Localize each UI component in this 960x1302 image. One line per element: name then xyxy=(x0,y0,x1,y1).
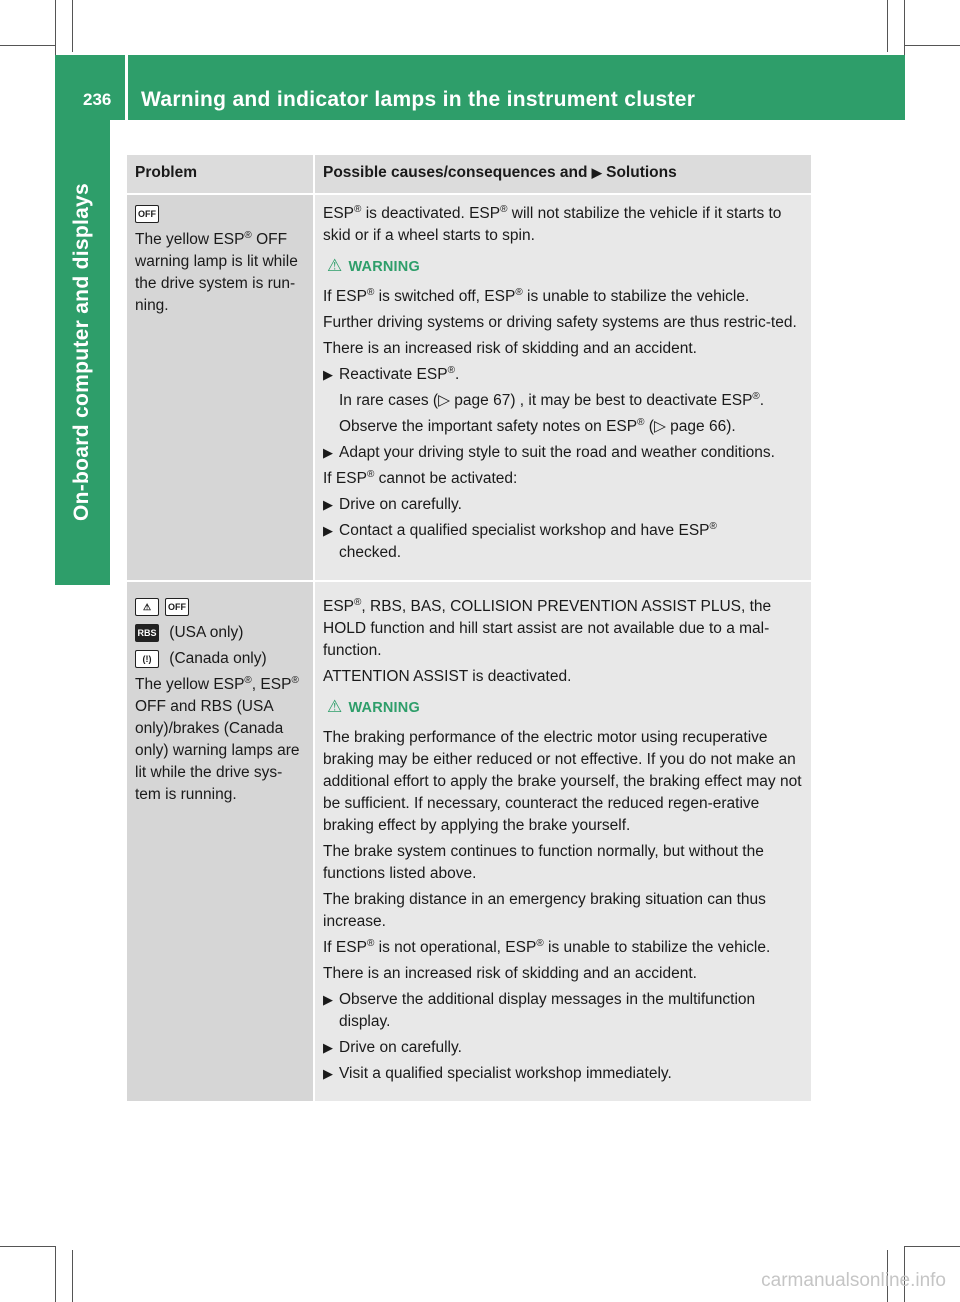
page-link[interactable]: page 66). xyxy=(665,418,736,435)
solution-cell: ESP® is deactivated. ESP® will not stabilize the vehicle if it starts to skid or if a wheel starts to spin. ⚠ WARNING If ESP® is switched off, ESP® is unable to stabilize the vehicle. Further driving systems or driving safety systems are thus restric-ted. There is an increased risk of skidding and an accident. ▶ Reactivate ESP®. In rare cases (▷ page 67) , it may be best to deactivate ESP®. Observe the important safety notes on ESP® (▷ page 66). ▶ Adapt your driving style to suit the road and weather conditions. If ESP® cannot be activated: ▶ Drive on carefully. ▶ Contact a qualified specialist workshop and have ESP® checked. xyxy=(314,194,811,581)
step-arrow-icon: ▶ xyxy=(323,367,333,382)
crop-mark xyxy=(887,0,888,52)
step-item: ▶ Reactivate ESP®. xyxy=(323,364,803,386)
column-header-solutions: Possible causes/consequences and ▶ Solutions xyxy=(314,155,811,194)
problem-text: The yellow ESP® OFF warning lamp is lit while the drive system is run-ning. xyxy=(135,229,298,314)
step-item: ▶ Adapt your driving style to suit the road and weather conditions. xyxy=(323,442,803,464)
crop-mark xyxy=(55,1246,56,1302)
step-arrow-icon: ▶ xyxy=(323,445,333,460)
crop-mark xyxy=(0,1246,56,1247)
brake-icon: (!) xyxy=(135,650,159,668)
page-ref-icon: ▷ xyxy=(438,392,450,409)
crop-mark xyxy=(72,0,73,52)
column-header-problem: Problem xyxy=(127,155,314,194)
crop-mark xyxy=(72,1250,73,1302)
crop-mark xyxy=(0,45,56,46)
step-arrow-icon: ▶ xyxy=(323,497,333,512)
warning-heading: ⚠ WARNING xyxy=(327,697,420,716)
esp-icon: ⚠ xyxy=(135,598,159,616)
step-item: ▶ Drive on carefully. xyxy=(323,494,803,516)
page-ref-icon: ▷ xyxy=(653,418,666,435)
crop-mark xyxy=(904,1246,960,1247)
solution-cell: ESP®, RBS, BAS, COLLISION PREVENTION ASSIST PLUS, the HOLD function and hill start assist are not available due to a mal-function. ATTENTION ASSIST is deactivated. ⚠ WARNING The braking performance of the electric motor using recuperative braking may be either reduced or not effective. If you do not make an additional effort to apply the brake yourself, the braking effect may not be sufficient. If necessary, counteract the reduced regen-erative braking effect by applying the brake yourself. The brake system continues to function normally, but without the functions listed above. The braking distance in an emergency braking situation can thus increase. If ESP® is not operational, ESP® is unable to stabilize the vehicle. There is an increased risk of skidding and an accident. ▶ Observe the additional display messages in the multifunction display. ▶ Drive on carefully. ▶ Visit a qualified specialist workshop immediately. xyxy=(314,581,811,1101)
page-title: Warning and indicator lamps in the instrument cluster xyxy=(141,88,696,111)
crop-mark xyxy=(55,0,56,56)
crop-mark xyxy=(904,0,905,56)
table-header-row xyxy=(127,155,811,194)
problem-cell xyxy=(127,194,314,581)
esp-off-icon: OFF xyxy=(135,205,159,223)
page-link[interactable]: page 67) , it may be best to deactivate ESP xyxy=(449,392,753,409)
table-row xyxy=(127,581,811,1101)
step-arrow-icon: ▶ xyxy=(323,1040,333,1055)
side-tab-label: On-board computer and displays xyxy=(70,182,93,522)
watermark: carmanualsonline.info xyxy=(761,1270,946,1291)
warning-triangle-icon: ⚠ xyxy=(327,697,343,716)
crop-mark xyxy=(904,45,960,46)
step-arrow-icon: ▶ xyxy=(323,523,333,538)
page-number: 236 xyxy=(83,90,112,109)
esp-off-icon: OFF xyxy=(165,598,189,616)
step-arrow-icon: ▶ xyxy=(323,1066,333,1081)
step-item: ▶ Visit a qualified specialist workshop immediately. xyxy=(323,1063,803,1085)
warning-triangle-icon: ⚠ xyxy=(327,256,343,275)
step-item: ▶ Contact a qualified specialist workshop and have ESP® checked. xyxy=(323,520,717,561)
header-divider xyxy=(125,55,128,120)
lamps-table xyxy=(127,155,811,1101)
problem-text: The yellow ESP®, ESP® OFF and RBS (USA only)/brakes (Canada only) warning lamps are lit while the drive sys-tem is running. xyxy=(135,674,300,803)
rbs-icon: RBS xyxy=(135,624,159,642)
step-arrow-icon: ▶ xyxy=(323,992,333,1007)
step-item: ▶ Observe the additional display messages in the multifunction display. xyxy=(323,991,756,1030)
warning-heading: ⚠ WARNING xyxy=(327,256,420,275)
problem-cell: ⚠ OFF RBS (USA only) (!) (Canada only) The yellow ESP®, ESP® OFF and RBS (USA only)/brakes (Canada only) warning lamps are lit while the drive sys-tem is running. xyxy=(127,581,314,1101)
solution-arrow-icon: ▶ xyxy=(591,165,602,180)
step-item: ▶ Drive on carefully. xyxy=(323,1037,803,1059)
table-row xyxy=(127,194,811,581)
